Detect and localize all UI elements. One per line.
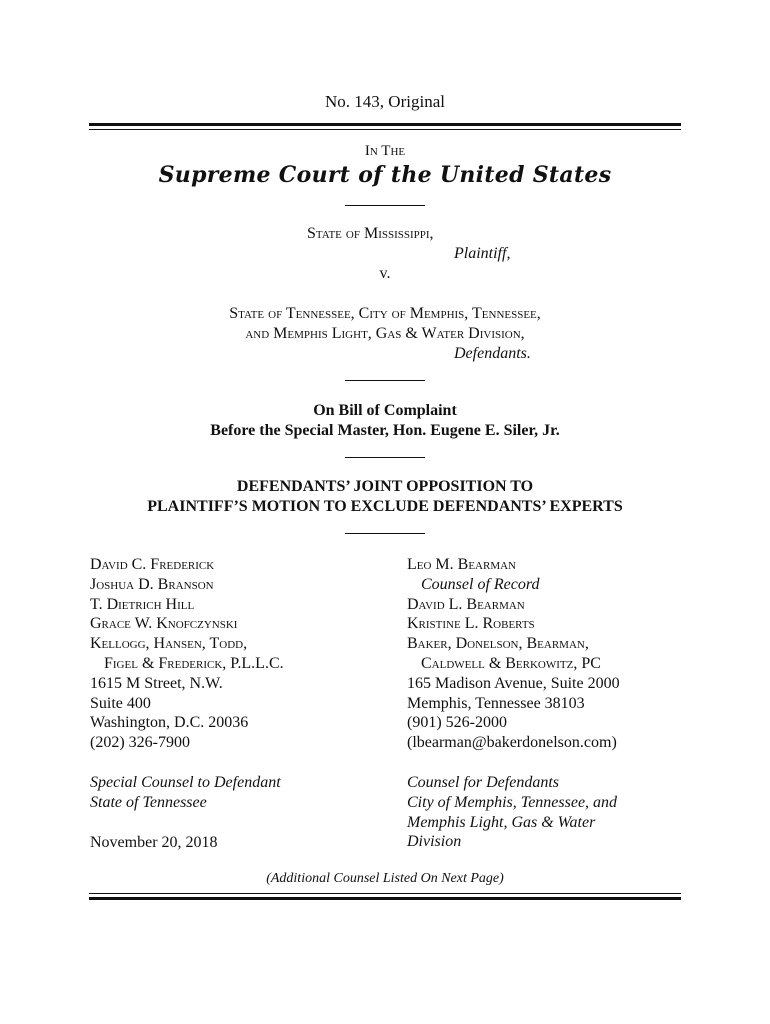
address-line: 1615 M Street, N.W. xyxy=(90,674,223,692)
separator-dash xyxy=(345,380,425,381)
counsel-name: Grace W. Knofczynski xyxy=(90,615,238,633)
separator-dash xyxy=(345,457,425,458)
top-rule-thick xyxy=(89,123,681,126)
address-line: Memphis, Tennessee 38103 xyxy=(407,694,585,712)
address-line: Washington, D.C. 20036 xyxy=(90,714,249,732)
address-line: Suite 400 xyxy=(90,694,151,712)
counsel-name: David L. Bearman xyxy=(407,595,525,613)
counsel-of-record-label: Counsel of Record xyxy=(421,575,540,593)
defendants-role: Defendants. xyxy=(454,345,531,362)
additional-counsel-note: (Additional Counsel Listed On Next Page) xyxy=(266,871,504,886)
counsel-name: David C. Frederick xyxy=(90,556,215,573)
defendants-line-1: State of Tennessee, City of Memphis, Tennessee, xyxy=(229,305,541,322)
left-counsel-block xyxy=(90,555,284,852)
firm-name: Figel & Frederick, P.L.L.C. xyxy=(104,654,284,672)
separator-dash xyxy=(345,205,425,206)
counsel-role: State of Tennessee xyxy=(90,793,207,811)
plaintiff-name: State of Mississippi, xyxy=(307,225,434,242)
bottom-rule-thick xyxy=(89,897,681,900)
plaintiff-role: Plaintiff, xyxy=(454,245,511,262)
firm-name: Kellogg, Hansen, Todd, xyxy=(90,635,248,653)
title-line-2: PLAINTIFF’S MOTION TO EXCLUDE DEFENDANTS’ EXPERTS xyxy=(147,498,623,515)
counsel-name: Leo M. Bearman xyxy=(407,556,517,573)
counsel-name: Kristine L. Roberts xyxy=(407,615,535,633)
proceeding-line-2: Before the Special Master, Hon. Eugene E. Siler, Jr. xyxy=(210,422,560,439)
phone-number: (202) 326-7900 xyxy=(90,734,190,752)
counsel-role: Division xyxy=(407,833,462,851)
firm-name: Caldwell & Berkowitz, PC xyxy=(421,654,601,672)
in-the-label: In The xyxy=(364,143,406,159)
address-line: 165 Madison Avenue, Suite 2000 xyxy=(407,674,620,692)
filing-date: November 20, 2018 xyxy=(90,833,218,851)
proceeding-line-1: On Bill of Complaint xyxy=(313,402,457,419)
counsel-role: City of Memphis, Tennessee, and xyxy=(407,793,618,811)
phone-number: (901) 526-2000 xyxy=(407,714,507,732)
counsel-role: Counsel for Defendants xyxy=(407,773,559,791)
counsel-name: Joshua D. Branson xyxy=(90,575,214,593)
defendants-line-2: and Memphis Light, Gas & Water Division, xyxy=(245,325,525,342)
right-counsel-block xyxy=(407,555,620,852)
separator-dash xyxy=(345,533,425,534)
bottom-rule-thin xyxy=(89,893,681,894)
counsel-role: Special Counsel to Defendant xyxy=(90,773,281,791)
top-rule-thin xyxy=(89,129,681,130)
title-line-1: DEFENDANTS’ JOINT OPPOSITION TO xyxy=(236,478,534,495)
counsel-name: T. Dietrich Hill xyxy=(90,595,195,613)
court-name: Supreme Court of the United States xyxy=(158,162,612,188)
email-address: (lbearman@bakerdonelson.com) xyxy=(407,734,617,752)
versus: v. xyxy=(379,265,391,282)
docket-number: No. 143, Original xyxy=(325,92,445,111)
firm-name: Baker, Donelson, Bearman, xyxy=(407,635,589,653)
counsel-role: Memphis Light, Gas & Water xyxy=(407,813,596,831)
